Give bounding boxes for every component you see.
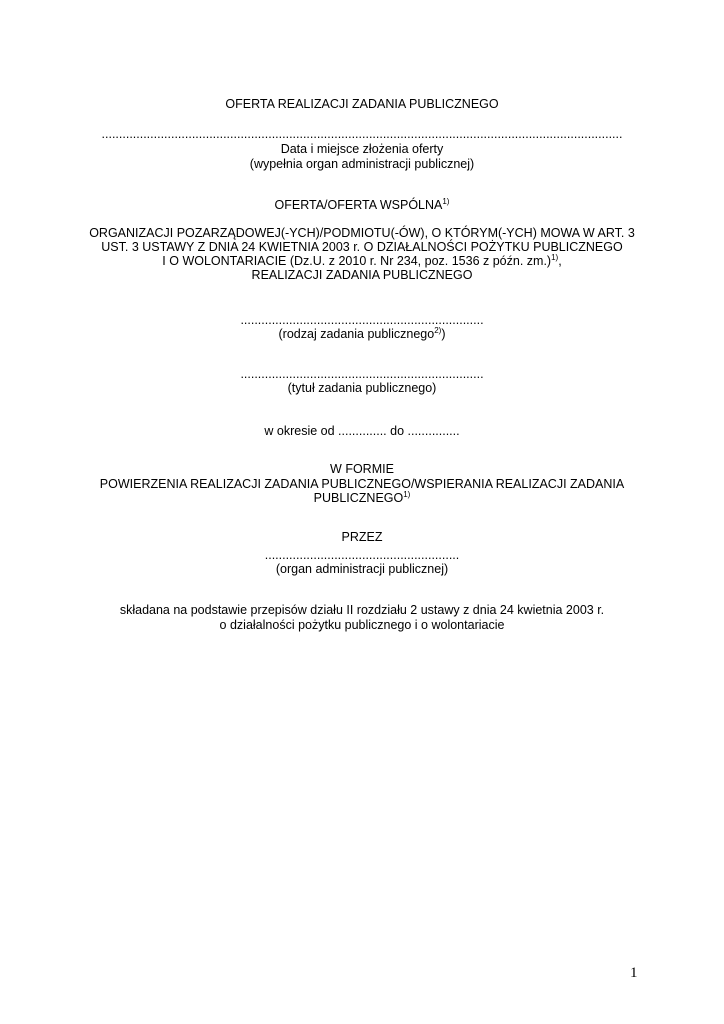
submission-date-note: (wypełnia organ administracji publicznej) (249, 157, 475, 171)
organizations-line-1: ORGANIZACJI POZARZĄDOWEJ(-YCH)/PODMIOTU(-ÓW), O KTÓRYM(-YCH) MOWA W ART. 3 (89, 226, 635, 240)
task-title-dots: ...................................................................... (240, 367, 484, 381)
offer-type-footnote: 1) (442, 197, 450, 206)
period-line: w okresie od .............. do ............... (264, 424, 460, 438)
form-footnote: 1) (403, 490, 411, 499)
document-title: OFERTA REALIZACJI ZADANIA PUBLICZNEGO (225, 97, 499, 111)
form-heading: W FORMIE (330, 462, 394, 476)
task-type-footnote: 2) (434, 326, 442, 335)
form-line-2: POWIERZENIA REALIZACJI ZADANIA PUBLICZNEGO/WSPIERANIA REALIZACJI ZADANIA (99, 477, 625, 491)
organizations-line-2: UST. 3 USTAWY Z DNIA 24 KWIETNIA 2003 r. O DZIAŁALNOŚCI POŻYTKU PUBLICZNEGO (101, 240, 623, 254)
task-type-label: (rodzaj zadania publicznego$^{2)}$) (278, 326, 446, 341)
task-title-label: (tytuł zadania publicznego) (287, 381, 437, 395)
offer-type-heading: OFERTA/OFERTA WSPÓLNA$^{1)}$ (274, 197, 450, 212)
task-type-dots: ...................................................................... (240, 313, 484, 327)
legal-basis-line-1: składana na podstawie przepisów działu II rozdziału 2 ustawy z dnia 24 kwietnia 2003 r. (119, 603, 605, 617)
submission-date-label: Data i miejsce złożenia oferty (280, 142, 444, 156)
page-number: 1 (630, 965, 638, 981)
organizations-footnote: 1) (551, 253, 559, 262)
legal-basis-line-2: o działalności pożytku publicznego i o wolontariacie (219, 618, 505, 632)
organizations-line-4: REALIZACJI ZADANIA PUBLICZNEGO (251, 268, 473, 282)
submission-date-dots: ...................................................................................................................................................... (101, 127, 623, 141)
organ-dots: ........................................................ (264, 548, 460, 562)
organizations-line-3: I O WOLONTARIACIE (Dz.U. z 2010 r. Nr 234, poz. 1536 z późn. zm.)$^{1)}$, (162, 253, 562, 268)
form-line-3: PUBLICZNEGO$^{1)}$ (313, 490, 411, 505)
by-label: PRZEZ (341, 530, 383, 544)
organ-label: (organ administracji publicznej) (275, 562, 449, 576)
